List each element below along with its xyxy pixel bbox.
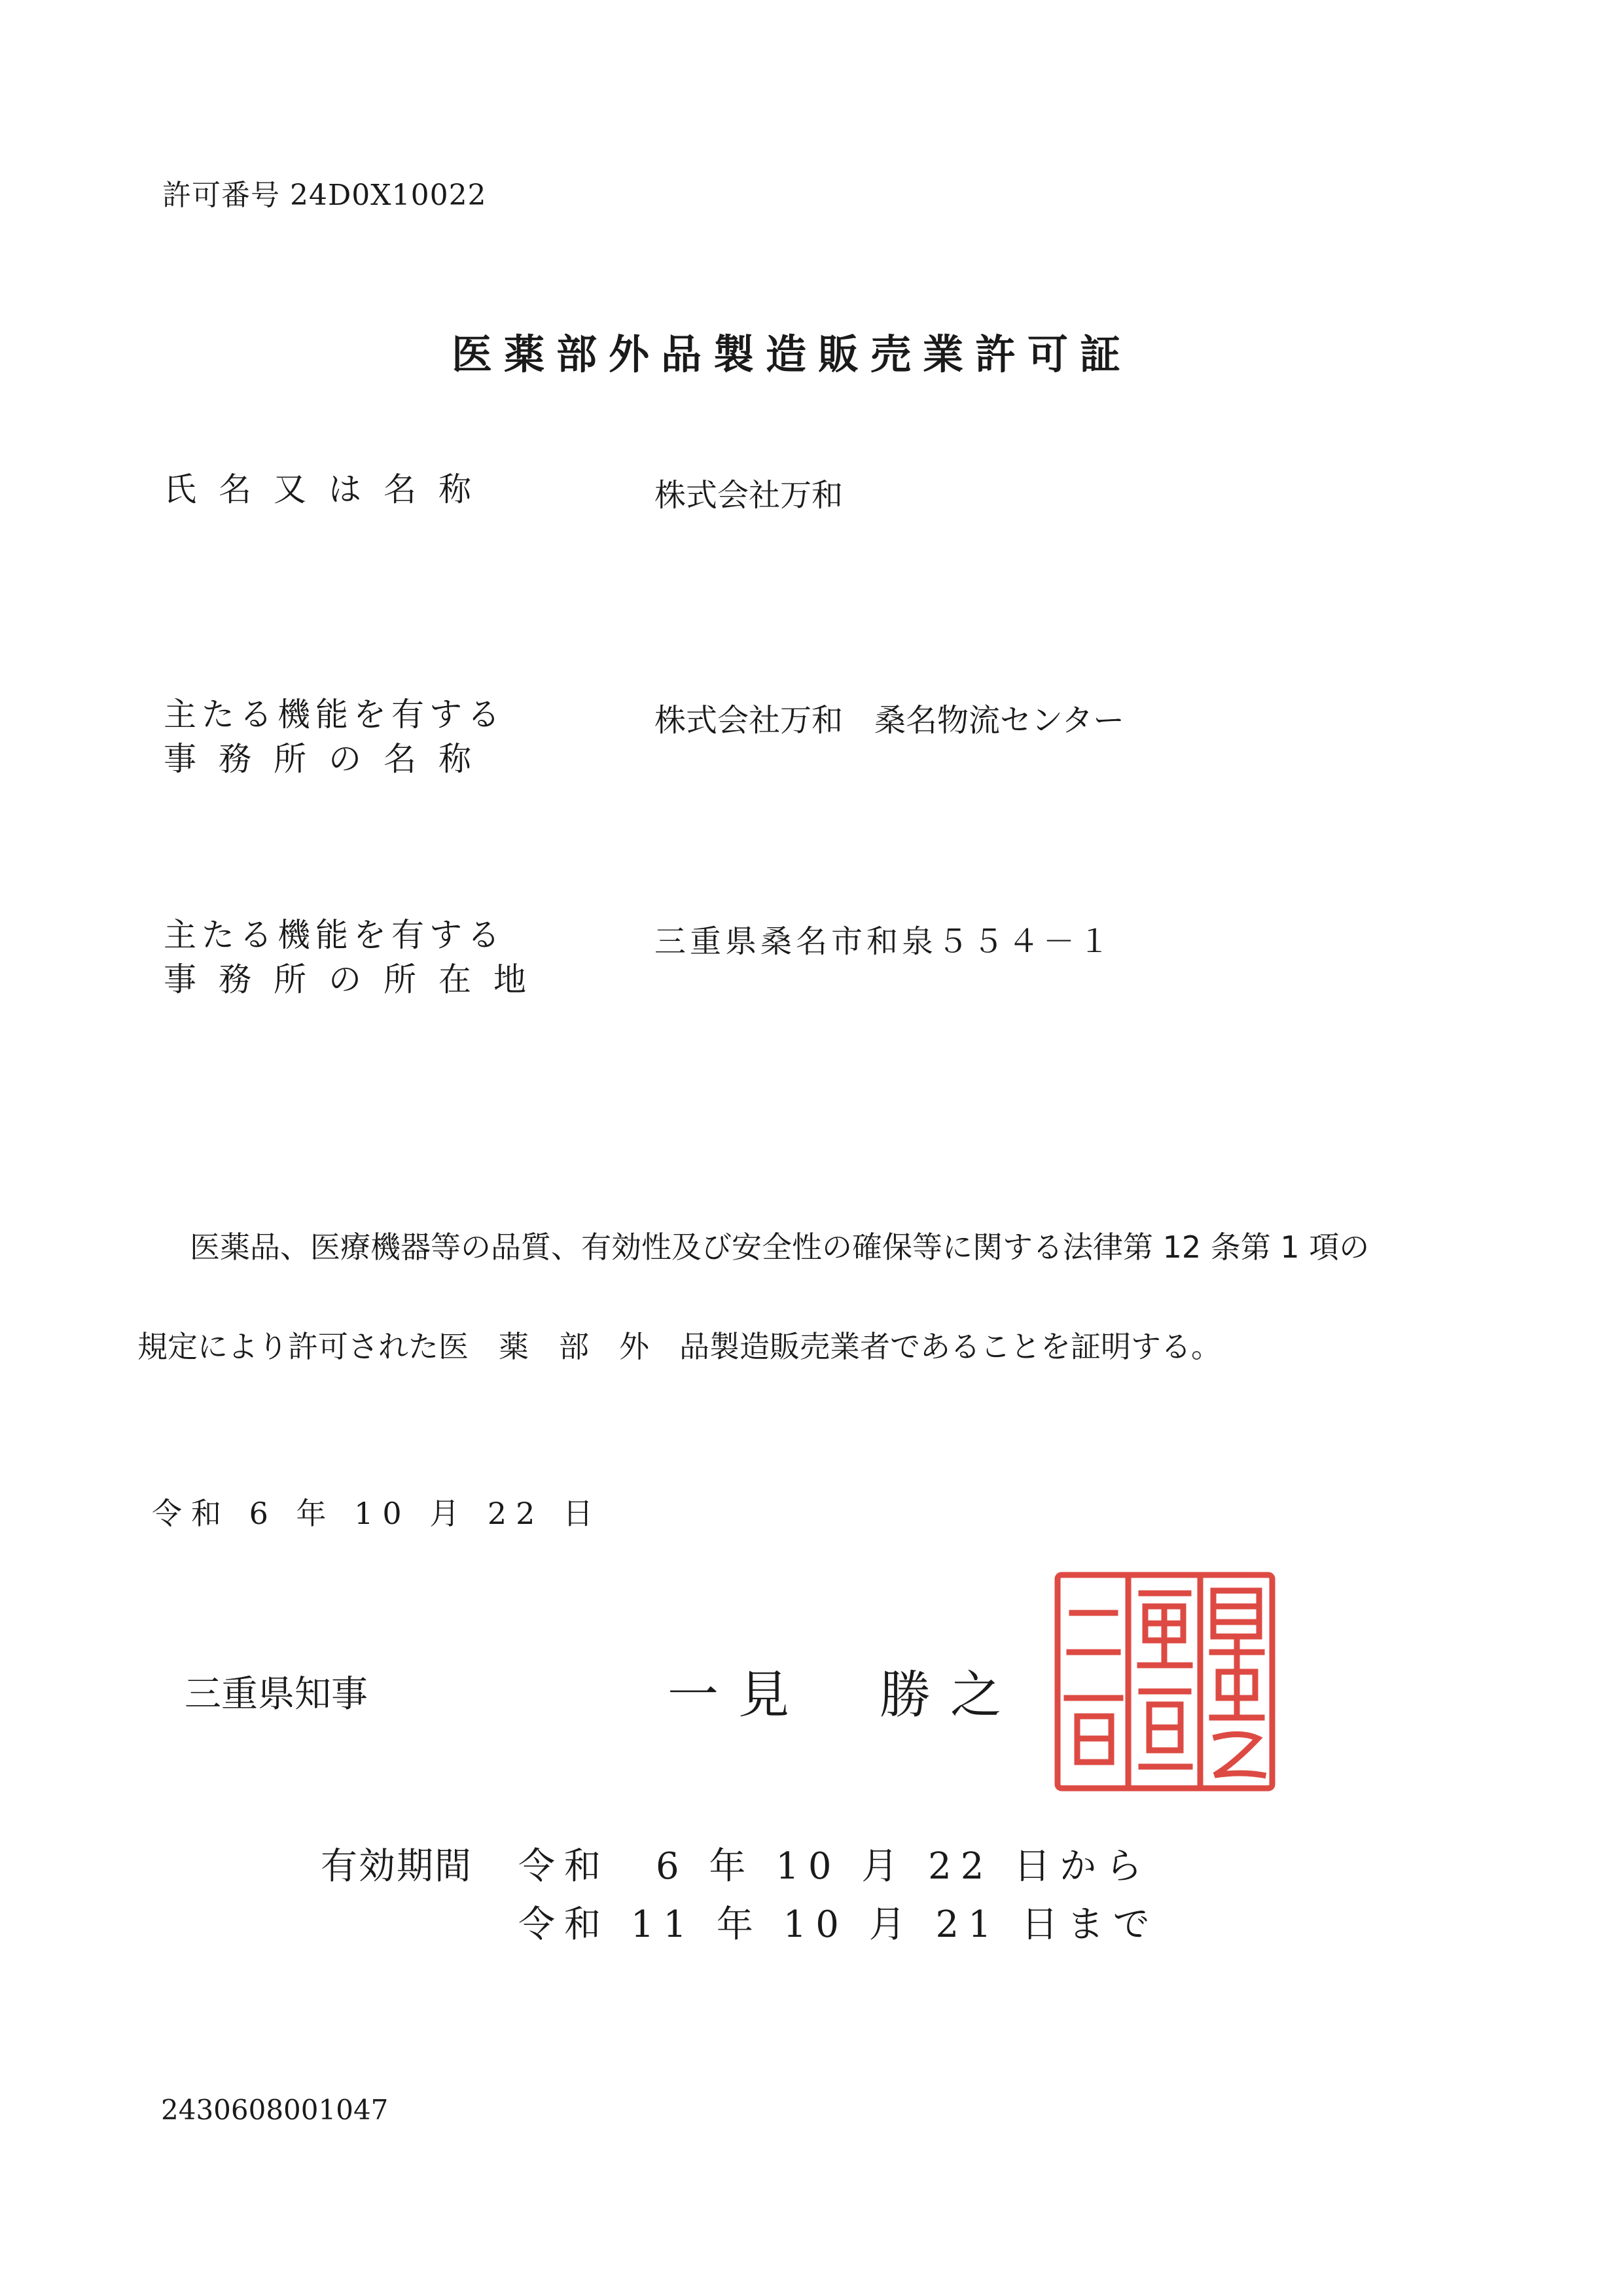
certification-line1: 医薬品、医療機器等の品質、有効性及び安全性の確保等に関する法律第 12 条第 1 項の bbox=[190, 1229, 1370, 1265]
document-title: 医薬部外品製造販売業許可証 bbox=[452, 330, 1133, 378]
office-name-label bbox=[164, 692, 505, 781]
office-name-label-line1: 主たる機能を有する bbox=[164, 696, 505, 733]
seal-icon bbox=[1051, 1567, 1280, 1796]
office-address-label bbox=[164, 913, 548, 1002]
permit-number-line bbox=[162, 171, 487, 213]
issue-date: 令和 6 年 10 月 22 日 bbox=[152, 1496, 603, 1531]
issuer-title: 三重県知事 bbox=[185, 1673, 368, 1716]
validity-label: 有効期間 bbox=[321, 1845, 473, 1888]
office-address-label-line1: 主たる機能を有する bbox=[164, 916, 505, 954]
name-value: 株式会社万和 bbox=[654, 477, 844, 514]
certification-line2: 規定により許可された医 薬 部 外 品製造販売業者であることを証明する。 bbox=[137, 1329, 1221, 1364]
office-address-value: 三重県桑名市和泉５５４－１ bbox=[654, 923, 1115, 960]
name-label: 氏名又は名称 bbox=[164, 470, 493, 508]
official-seal bbox=[1051, 1567, 1280, 1796]
permit-number-label: 許可番号 bbox=[162, 179, 280, 212]
serial-number: 2430608001047 bbox=[161, 2094, 389, 2126]
office-name-label-line2: 事務所の名称 bbox=[164, 740, 493, 778]
validity-from: 令和 6 年 10 月 22 日から bbox=[518, 1845, 1152, 1888]
validity-to: 令和 11 年 10 月 21 日まで bbox=[518, 1903, 1159, 1946]
office-address-label-line2: 事務所の所在地 bbox=[164, 961, 548, 998]
issuer-name: 一見 勝之 bbox=[668, 1666, 1022, 1725]
permit-number: 24D0X10022 bbox=[290, 179, 487, 212]
office-name-value: 株式会社万和 桑名物流センター bbox=[654, 702, 1125, 739]
